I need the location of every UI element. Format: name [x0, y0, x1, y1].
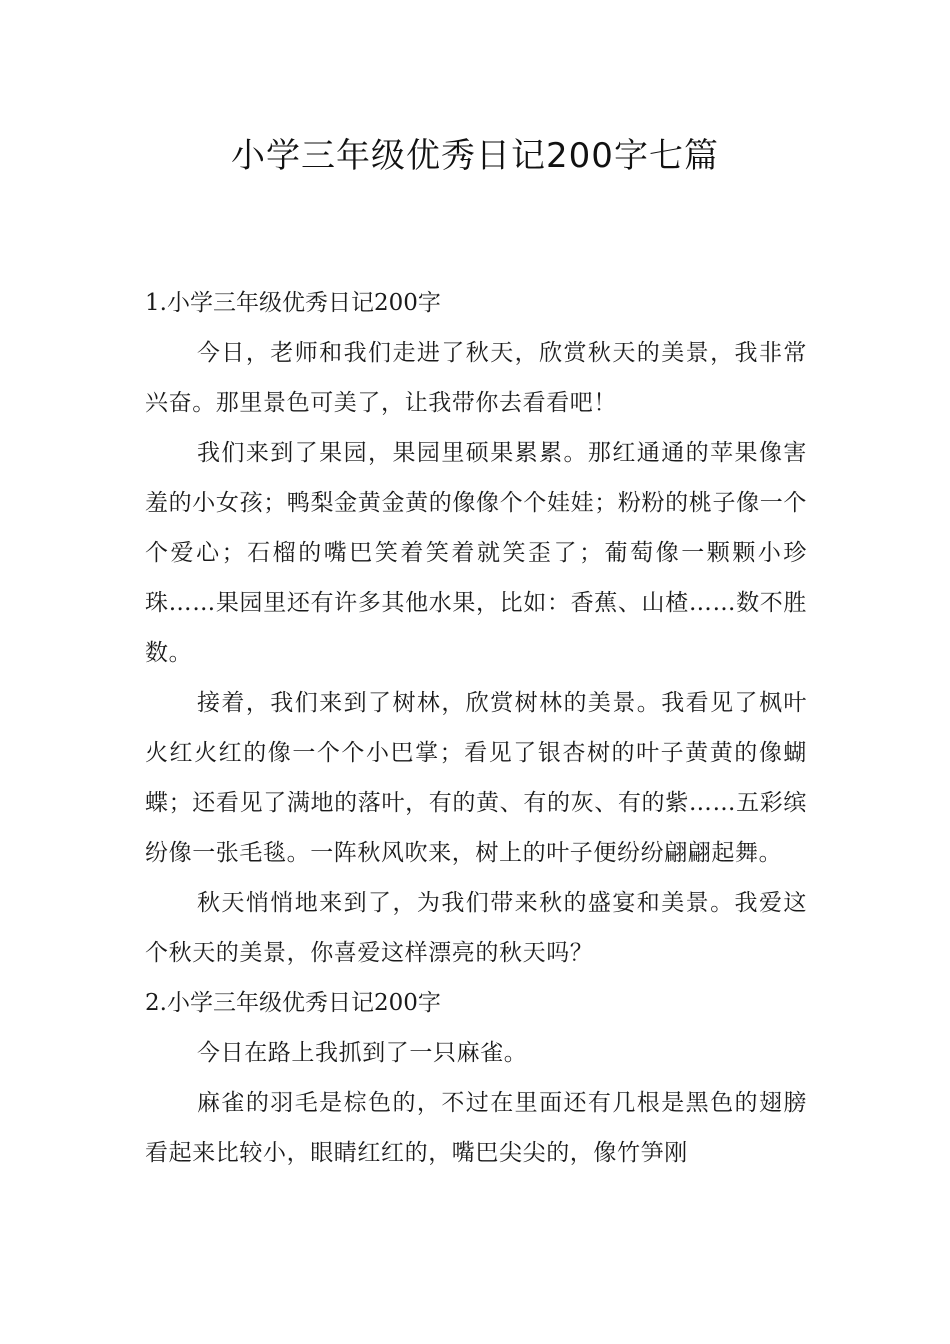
document-title: 小学三年级优秀日记200字七篇 — [231, 136, 719, 176]
paragraph: 麻雀的羽毛是棕色的，不过在里面还有几根是黑色的翅膀看起来比较小，眼睛红红的，嘴巴尖尖的，像竹笋刚 — [145, 1090, 807, 1166]
section-2 — [145, 978, 807, 1178]
document-body — [145, 278, 807, 1178]
paragraph: 接着，我们来到了树林，欣赏树林的美景。我看见了枫叶火红火红的像一个个小巴掌；看见了银杏树的叶子黄黄的像蝴蝶；还看见了满地的落叶，有的黄、有的灰、有的紫……五彩缤纷像一张毛毯。一阵秋风吹来，树上的叶子便纷纷翩翩起舞。 — [145, 690, 807, 866]
paragraph: 今日，老师和我们走进了秋天，欣赏秋天的美景，我非常兴奋。那里景色可美了，让我带你去看看吧！ — [145, 340, 807, 416]
section-heading: 2.小学三年级优秀日记200字 — [145, 990, 441, 1016]
paragraph: 我们来到了果园，果园里硕果累累。那红通通的苹果像害羞的小女孩；鸭梨金黄金黄的像像个个娃娃；粉粉的桃子像一个个爱心；石榴的嘴巴笑着笑着就笑歪了；葡萄像一颗颗小珍珠……果园里还有许多其他水果，比如：香蕉、山楂……数不胜数。 — [145, 440, 807, 666]
paragraph: 今日在路上我抓到了一只麻雀。 — [197, 1040, 528, 1066]
paragraph: 秋天悄悄地来到了，为我们带来秋的盛宴和美景。我爱这个秋天的美景，你喜爱这样漂亮的秋天吗？ — [145, 890, 807, 966]
section-heading: 1.小学三年级优秀日记200字 — [145, 290, 441, 316]
section-1 — [145, 278, 807, 978]
